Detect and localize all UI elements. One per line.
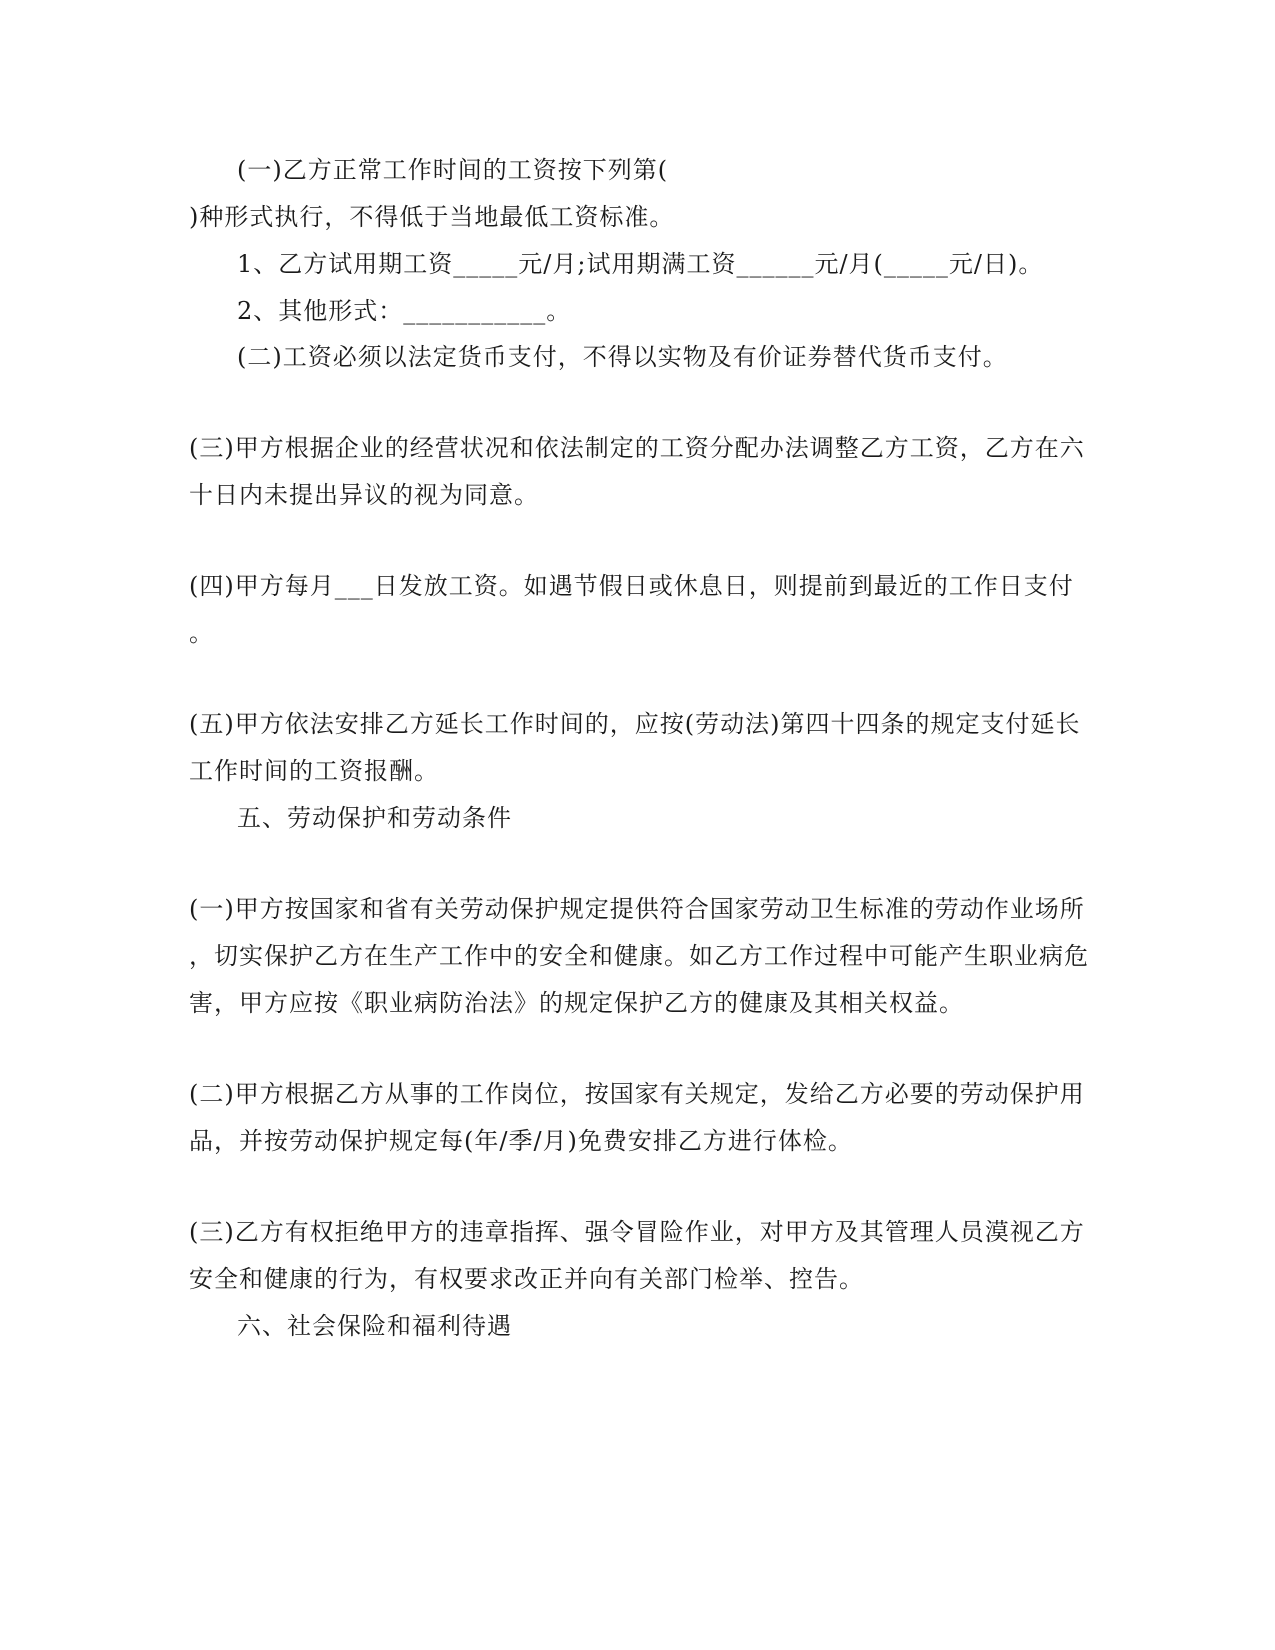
wage-clause-1-line-2: )种形式执行，不得低于当地最低工资标准。 <box>189 203 675 231</box>
protection-clause-2-line-1: (二)甲方根据乙方从事的工作岗位，按国家有关规定，发给乙方必要的劳动保护用 <box>189 1080 1085 1108</box>
section-5-heading: 五、劳动保护和劳动条件 <box>237 804 512 832</box>
protection-clause-2-line-2: 品，并按劳动保护规定每(年/季/月)免费安排乙方进行体检。 <box>189 1127 853 1155</box>
wage-clause-5-line-2: 工作时间的工资报酬。 <box>189 757 439 785</box>
probation-wage-line: 1、乙方试用期工资_____元/月;试用期满工资______元/月(_____元/日)。 <box>237 250 1044 278</box>
wage-clause-4-line-1: (四)甲方每月___日发放工资。如遇节假日或休息日，则提前到最近的工作日支付 <box>189 572 1074 600</box>
protection-clause-1-line-2: ，切实保护乙方在生产工作中的安全和健康。如乙方工作过程中可能产生职业病危 <box>189 942 1089 970</box>
wage-clause-4-line-2: 。 <box>189 619 214 647</box>
wage-clause-3-line-2: 十日内未提出异议的视为同意。 <box>189 481 539 509</box>
wage-clause-5-line-1: (五)甲方依法安排乙方延长工作时间的，应按(劳动法)第四十四条的规定支付延长 <box>189 710 1081 738</box>
protection-clause-1-line-3: 害，甲方应按《职业病防治法》的规定保护乙方的健康及其相关权益。 <box>189 989 964 1017</box>
wage-clause-2-line: (二)工资必须以法定货币支付，不得以实物及有价证券替代货币支付。 <box>237 343 1008 371</box>
wage-clause-3-line-1: (三)甲方根据企业的经营状况和依法制定的工资分配办法调整乙方工资，乙方在六 <box>189 434 1085 462</box>
protection-clause-3-line-1: (三)乙方有权拒绝甲方的违章指挥、强令冒险作业，对甲方及其管理人员漠视乙方 <box>189 1218 1085 1246</box>
protection-clause-3-line-2: 安全和健康的行为，有权要求改正并向有关部门检举、控告。 <box>189 1265 864 1293</box>
wage-clause-1-line-1: (一)乙方正常工作时间的工资按下列第( <box>237 156 669 184</box>
section-6-heading: 六、社会保险和福利待遇 <box>237 1312 512 1340</box>
protection-clause-1-line-1: (一)甲方按国家和省有关劳动保护规定提供符合国家劳动卫生标准的劳动作业场所 <box>189 895 1085 923</box>
other-form-line: 2、其他形式：___________。 <box>237 297 572 325</box>
